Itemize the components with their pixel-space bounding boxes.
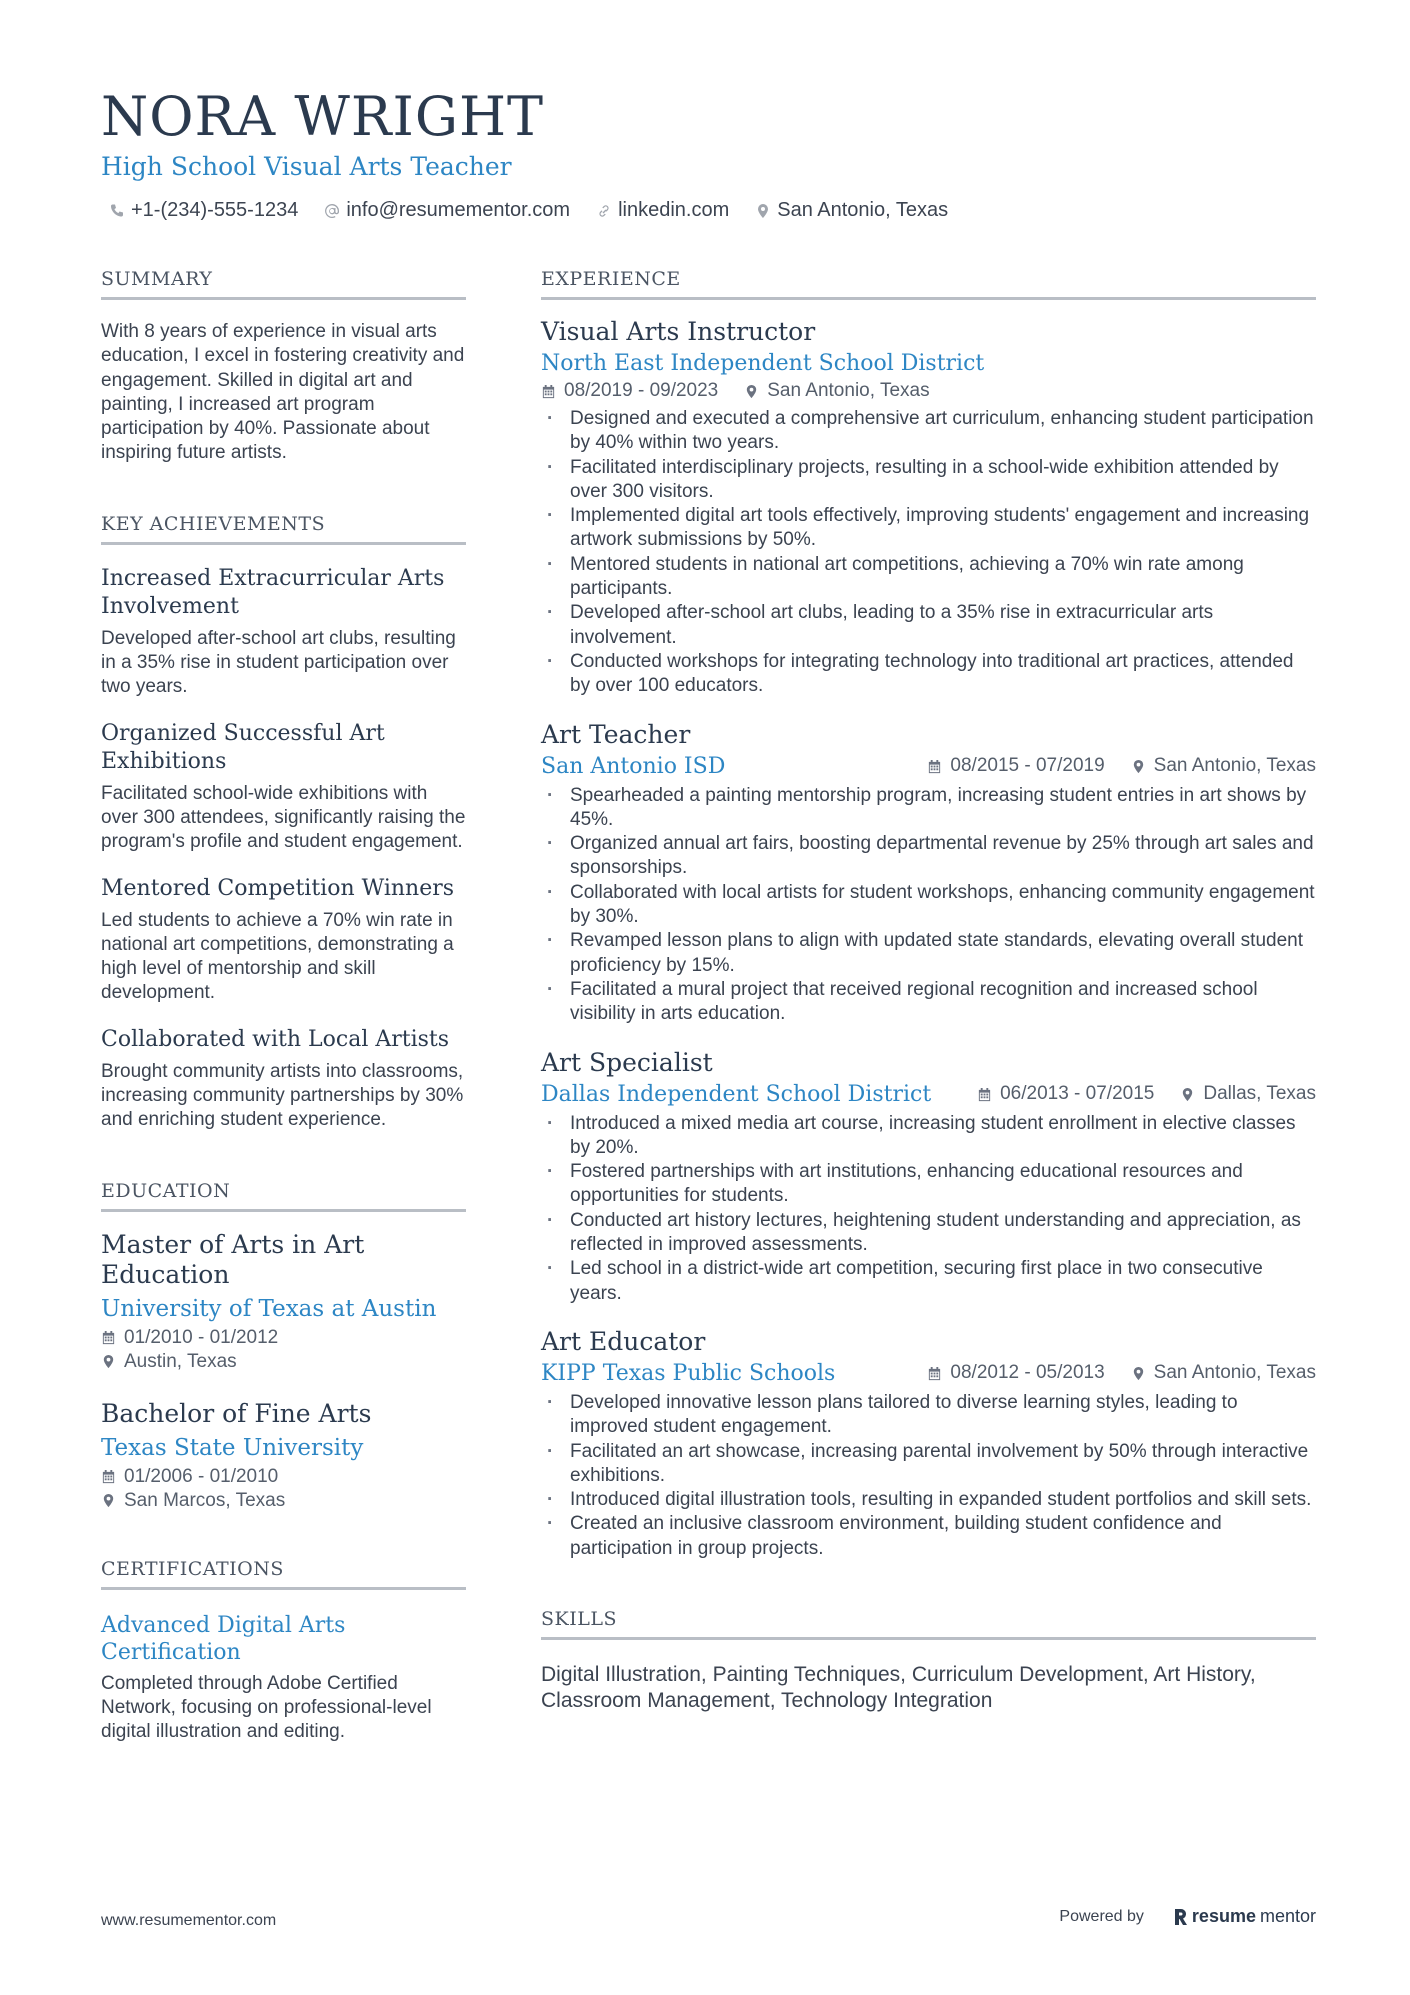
- bullet-item: · Mentored students in national art competitions, achieving a 70% win rate among participants.: [541, 553, 1316, 602]
- contact-phone[interactable]: [109, 199, 298, 222]
- location-pin-icon: [1131, 759, 1146, 774]
- achievement-desc: Led students to achieve a 70% win rate in national art competitions, demonstrating a high level of mentorship and skill development.: [101, 909, 454, 1004]
- education-school: University of Texas at Austin: [101, 1295, 437, 1322]
- bullet-item: · Developed after-school art clubs, leading to a 35% rise in extracurricular arts involvement.: [541, 601, 1316, 650]
- left-column: [101, 268, 466, 1745]
- phone-text: +1-(234)-555-1234: [131, 199, 299, 221]
- education-degree: Master of Arts in Art Education: [101, 1229, 365, 1289]
- job-row: [541, 754, 1316, 779]
- achievement-title: Organized Successful Art Exhibitions: [101, 720, 385, 774]
- job-dates: [977, 1083, 1154, 1105]
- linkedin-text: linkedin.com: [618, 199, 730, 221]
- job-title: Art Teacher: [541, 719, 691, 749]
- job-entry: [541, 1326, 1316, 1561]
- calendar-icon: [101, 1469, 116, 1484]
- job-title: Art Educator: [541, 1326, 706, 1356]
- job-dates-text: 08/2019 - 09/2023: [564, 380, 719, 401]
- achievements-heading: KEY ACHIEVEMENTS: [101, 513, 466, 545]
- education-dates-text: 01/2010 - 01/2012: [124, 1326, 279, 1348]
- education-degree: Bachelor of Fine Arts: [101, 1398, 372, 1428]
- education-location: [101, 1490, 466, 1512]
- bullet-item: · Conducted art history lectures, heightening student understanding and appreciation, as reflected in improved assessments.: [541, 1209, 1316, 1258]
- job-location-text: Dallas, Texas: [1203, 1083, 1316, 1105]
- job-location: [1180, 1083, 1316, 1105]
- footer-website[interactable]: www.resumementor.com: [101, 1912, 277, 1929]
- job-dates: [927, 755, 1104, 777]
- achievement-item: [101, 565, 466, 700]
- job-dates: [541, 380, 718, 402]
- calendar-icon: [977, 1087, 992, 1102]
- location-pin-icon: [744, 384, 759, 399]
- job-row: [541, 1082, 1316, 1107]
- link-icon: [596, 203, 612, 219]
- achievement-title: Collaborated with Local Artists: [101, 1026, 450, 1052]
- job-location: [1131, 755, 1316, 777]
- education-location-text: San Marcos, Texas: [124, 1489, 286, 1511]
- job-company: North East Independent School District: [541, 351, 985, 376]
- education-dates-text: 01/2006 - 01/2010: [124, 1465, 279, 1487]
- job-location-text: San Antonio, Texas: [767, 380, 930, 401]
- calendar-icon: [101, 1330, 116, 1345]
- job-meta: [541, 380, 1316, 402]
- achievement-item: [101, 875, 466, 1006]
- bullet-item: · Organized annual art fairs, boosting departmental revenue by 25% through art sales and sponsorships.: [541, 832, 1316, 881]
- summary-heading: SUMMARY: [101, 268, 466, 300]
- location-text: San Antonio, Texas: [777, 199, 949, 221]
- job-meta: [977, 1083, 1316, 1105]
- calendar-icon: [927, 759, 942, 774]
- achievement-title: Mentored Competition Winners: [101, 875, 455, 901]
- education-location: [101, 1351, 466, 1373]
- summary-text: With 8 years of experience in visual arts education, I excel in fostering creativity and engagement. Skilled in digital art and painting, I increased art program participation by 40%. Passionate about inspiring future artists.: [101, 321, 465, 464]
- education-heading: EDUCATION: [101, 1180, 466, 1212]
- education-item: [101, 1399, 466, 1512]
- brand-name-light: mentor: [1259, 1906, 1316, 1926]
- certifications-heading: CERTIFICATIONS: [101, 1558, 466, 1590]
- achievement-item: [101, 720, 466, 855]
- bullet-item: · Facilitated an art showcase, increasing parental involvement by 50% through interactive exhibitions.: [541, 1440, 1316, 1489]
- calendar-icon: [927, 1366, 942, 1381]
- job-company: Dallas Independent School District: [541, 1081, 932, 1107]
- job-dates-text: 08/2015 - 07/2019: [950, 755, 1105, 777]
- at-icon: [324, 203, 340, 219]
- calendar-icon: [541, 384, 556, 399]
- job-company: San Antonio ISD: [541, 753, 726, 779]
- job-company: KIPP Texas Public Schools: [541, 1360, 836, 1386]
- job-location: [744, 380, 929, 402]
- brand-mark-icon: [1172, 1908, 1188, 1926]
- certifications-section: [101, 1558, 466, 1745]
- experience-section: [541, 268, 1316, 1561]
- contact-bar: [109, 199, 1321, 222]
- footer-powered-by: [1059, 1906, 1316, 1927]
- job-bullets: [541, 784, 1316, 1027]
- bullet-item: · Created an inclusive classroom environment, building student confidence and participation in group projects.: [541, 1512, 1316, 1561]
- bullet-item: · Led school in a district-wide art competition, securing first place in two consecutive years.: [541, 1257, 1316, 1306]
- education-section: [101, 1180, 466, 1512]
- bullet-item: · Facilitated interdisciplinary projects, resulting in a school-wide exhibition attended by over 300 visitors.: [541, 456, 1316, 505]
- bullet-item: · Collaborated with local artists for student workshops, enhancing community engagement by 30%.: [541, 881, 1316, 930]
- location-pin-icon: [1180, 1087, 1195, 1102]
- bullet-item: · Introduced digital illustration tools, resulting in expanded student portfolios and skill sets.: [541, 1488, 1316, 1512]
- job-bullets: [541, 407, 1316, 699]
- education-dates: [101, 1327, 466, 1349]
- candidate-role: High School Visual Arts Teacher: [101, 152, 512, 181]
- location-pin-icon: [1131, 1366, 1146, 1381]
- job-bullets: [541, 1112, 1316, 1306]
- bullet-item: · Revamped lesson plans to align with updated state standards, elevating overall student proficiency by 15%.: [541, 929, 1316, 978]
- job-meta: [927, 1362, 1316, 1384]
- bullet-item: · Fostered partnerships with art institutions, enhancing educational resources and opportunities for students.: [541, 1160, 1316, 1209]
- job-location-text: San Antonio, Texas: [1153, 1362, 1316, 1384]
- job-location-text: San Antonio, Texas: [1153, 755, 1316, 777]
- job-dates-text: 06/2013 - 07/2015: [1000, 1083, 1155, 1105]
- job-title: Art Specialist: [541, 1047, 713, 1077]
- certification-desc: Completed through Adobe Certified Network, focusing on professional-level digital illustration and editing.: [101, 1672, 432, 1743]
- summary-section: [101, 268, 466, 466]
- achievement-desc: Brought community artists into classrooms, increasing community partnerships by 30% and enriching student experience.: [101, 1060, 464, 1131]
- job-dates-text: 08/2012 - 05/2013: [950, 1362, 1105, 1384]
- bullet-item: · Spearheaded a painting mentorship program, increasing student entries in art shows by 45%.: [541, 784, 1316, 833]
- location-pin-icon: [755, 203, 771, 219]
- contact-linkedin[interactable]: [596, 199, 729, 222]
- phone-icon: [109, 203, 125, 219]
- bullet-item: · Introduced a mixed media art course, increasing student enrollment in elective classes by 20%.: [541, 1112, 1316, 1161]
- job-bullets: [541, 1391, 1316, 1561]
- email-text: info@resumementor.com: [346, 199, 571, 221]
- achievements-section: [101, 513, 466, 1133]
- bullet-item: · Developed innovative lesson plans tailored to diverse learning styles, leading to improved student engagement.: [541, 1391, 1316, 1440]
- right-column: [541, 268, 1316, 1714]
- job-location: [1131, 1362, 1316, 1384]
- candidate-name: NORA WRIGHT: [101, 85, 545, 148]
- education-location-text: Austin, Texas: [124, 1350, 237, 1372]
- skills-text: Digital Illustration, Painting Techniques, Curriculum Development, Art History, Classroom Management, Technology Integration: [541, 1662, 1256, 1712]
- resume-header: [101, 84, 1321, 222]
- job-row: [541, 1361, 1316, 1386]
- education-item: [101, 1230, 466, 1373]
- location-pin-icon: [101, 1493, 116, 1508]
- brand-logo[interactable]: [1172, 1906, 1316, 1927]
- education-school: Texas State University: [101, 1434, 364, 1461]
- achievement-item: [101, 1026, 466, 1133]
- job-meta: [927, 755, 1316, 777]
- brand-name-bold: resume: [1191, 1906, 1256, 1926]
- skills-heading: SKILLS: [541, 1608, 1316, 1640]
- bullet-item: · Implemented digital art tools effectively, improving students' engagement and increasing artwork submissions by 50%.: [541, 504, 1316, 553]
- powered-by-label: Powered by: [1059, 1907, 1144, 1925]
- skills-section: [541, 1608, 1316, 1714]
- job-entry: [541, 1047, 1316, 1306]
- job-entry: [541, 719, 1316, 1027]
- job-title: Visual Arts Instructor: [541, 317, 816, 346]
- achievement-desc: Facilitated school-wide exhibitions with over 300 attendees, significantly raising the program's profile and student engagement.: [101, 782, 466, 853]
- job-dates: [927, 1362, 1104, 1384]
- bullet-item: · Facilitated a mural project that received regional recognition and increased school visibility in arts education.: [541, 978, 1316, 1027]
- contact-email[interactable]: [324, 199, 570, 222]
- contact-location: [755, 199, 948, 222]
- bullet-item: · Designed and executed a comprehensive art curriculum, enhancing student participation by 40% within two years.: [541, 407, 1316, 456]
- bullet-item: · Conducted workshops for integrating technology into traditional art practices, attended by over 100 educators.: [541, 650, 1316, 699]
- job-entry: [541, 316, 1316, 699]
- certification-title: Advanced Digital Arts Certification: [101, 1612, 346, 1665]
- achievement-title: Increased Extracurricular Arts Involvement: [101, 565, 445, 619]
- location-pin-icon: [101, 1354, 116, 1369]
- experience-heading: EXPERIENCE: [541, 268, 1316, 300]
- education-dates: [101, 1466, 466, 1488]
- achievement-desc: Developed after-school art clubs, resulting in a 35% rise in student participation over two years.: [101, 627, 456, 698]
